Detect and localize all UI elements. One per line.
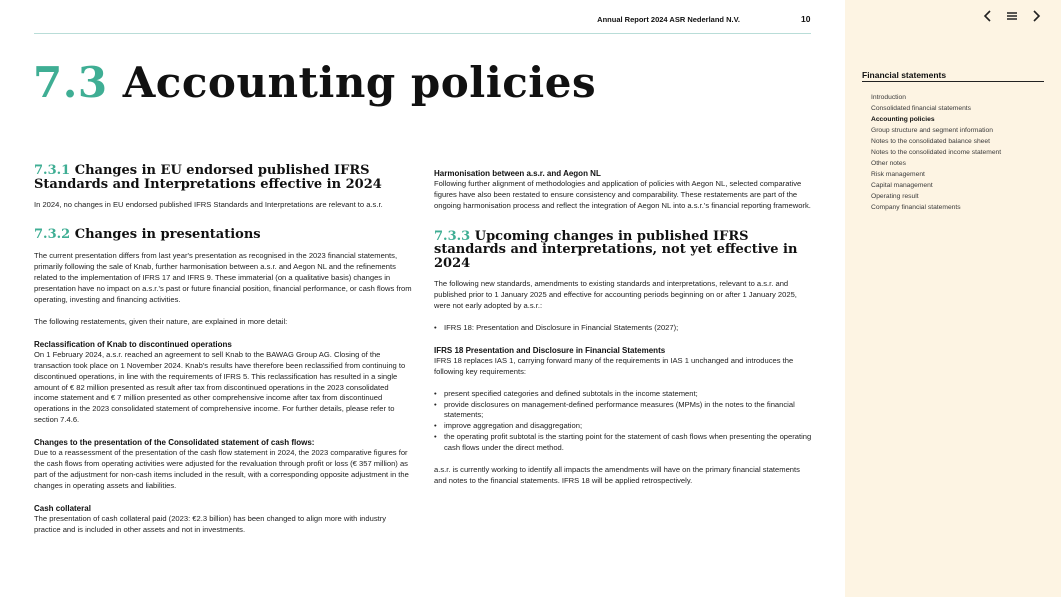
sidebar-item-notes-balance-sheet[interactable]: Notes to the consolidated balance sheet xyxy=(871,138,990,145)
paragraph: IFRS 18 replaces IAS 1, carrying forward many of the requirements in IAS 1 unchanged and introduces the following key requirements: xyxy=(434,355,794,376)
paragraph: Following further alignment of methodologies and application of policies with Aegon NL, selected comparative figures have also been restated to ensure consistency and comparability. These restatements are part of the ongoing harmonisation process and reflect the integration of Aegon NL into a.s.r.'s financial reporting framework. xyxy=(434,179,811,210)
subheading-harmonisation: Harmonisation between a.s.r. and Aegon NL xyxy=(434,169,601,178)
header-divider xyxy=(34,33,811,34)
page-navigation xyxy=(982,9,1042,25)
sidebar-item-group-structure[interactable]: Group structure and segment information xyxy=(871,127,993,134)
subheading-knab: Reclassification of Knab to discontinued operations xyxy=(34,339,232,349)
list-item: • provide disclosures on management-defined performance measures (MPMs) in the notes to the financial statements; xyxy=(434,400,812,422)
section-number: 7.3.3 xyxy=(434,228,471,244)
chapter-number: 7.3 xyxy=(33,58,108,107)
report-title: Annual Report 2024 ASR Nederland N.V. xyxy=(597,15,740,24)
sidebar-item-other-notes[interactable]: Other notes xyxy=(871,160,906,167)
section-number: 7.3.2 xyxy=(34,226,71,242)
chevron-right-icon[interactable] xyxy=(1030,9,1042,26)
list-item: • improve aggregation and disaggregation; xyxy=(434,421,812,432)
sidebar-item-risk-management[interactable]: Risk management xyxy=(871,171,925,178)
paragraph: The current presentation differs from last year's presentation as recognised in the 2023 financial statements, primarily following the sale of Knab, further harmonisation between a.s.r. and Aegon NL and the refinements related to the implementation of IFRS 17 and IFRS 9. These immaterial (on a qualitative basis) changes in presentation have no impact on a.s.r.'s past or future financial position, financial performance, or cash flows from operating, investing and financing activities. xyxy=(34,251,412,305)
sidebar-item-accounting-policies[interactable]: Accounting policies xyxy=(871,116,935,123)
paragraph: The following restatements, given their nature, are explained in more detail: xyxy=(34,316,288,326)
page-number: 10 xyxy=(801,14,811,24)
right-column xyxy=(434,168,812,487)
subheading-cash-collateral: Cash collateral xyxy=(34,503,91,513)
subheading-cash-flows: Changes to the presentation of the Consolidated statement of cash flows: xyxy=(34,438,315,448)
sidebar-menu xyxy=(871,92,1046,213)
section-number: 7.3.1 xyxy=(34,163,71,178)
list-item: • IFRS 18: Presentation and Disclosure in Financial Statements (2027); xyxy=(434,323,812,334)
paragraph: In 2024, no changes in EU endorsed published IFRS Standards and Interpretations are relevant to a.s.r. xyxy=(34,200,383,209)
chapter-title-text: Accounting policies xyxy=(122,58,597,107)
paragraph: The following new standards, amendments to existing standards and interpretations, relevant to a.s.r. and published prior to 1 January 2025 and effective for accounting periods beginning on or after 1 January 2025, were not early adopted by a.s.r.: xyxy=(434,279,797,311)
sidebar-item-consolidated-financial-statements[interactable]: Consolidated financial statements xyxy=(871,105,971,112)
sidebar-item-introduction[interactable]: Introduction xyxy=(871,94,906,101)
section-heading-7-3-1 xyxy=(34,164,412,191)
paragraph: Due to a reassessment of the presentation of the cash flow statement in 2024, the 2023 comparative figures for the cash flows from operating activities were adjusted for the revaluation through profit or loss (€ 357 million) as part of the adjustment for non-cash items included in the result, with a corresponding opposite adjustment in the changes in operating assets and liabilities. xyxy=(34,448,409,490)
requirements-list xyxy=(434,389,812,454)
paragraph: The presentation of cash collateral paid (2023: €2.3 billion) has been changed to align more with industry practice and is included in other assets and not in investments. xyxy=(34,513,387,534)
sidebar-item-company-financial-statements[interactable]: Company financial statements xyxy=(871,204,961,211)
sidebar-divider xyxy=(862,81,1044,82)
section-heading-7-3-2 xyxy=(34,228,412,242)
paragraph: a.s.r. is currently working to identify all impacts the amendments will have on the primary financial statements and notes to the financial statements. IFRS 18 will be applied retrospectively. xyxy=(434,465,800,485)
section-title: Upcoming changes in published IFRS standards and interpretations, not yet effective in 2024 xyxy=(434,228,798,271)
sidebar-item-capital-management[interactable]: Capital management xyxy=(871,182,933,189)
subheading-ifrs18: IFRS 18 Presentation and Disclosure in Financial Statements xyxy=(434,345,666,355)
sidebar-item-notes-income-statement[interactable]: Notes to the consolidated income statement xyxy=(871,149,1002,156)
section-title: Changes in EU endorsed published IFRS Standards and Interpretations effective in 2024 xyxy=(34,163,382,192)
navigation-sidebar xyxy=(845,0,1061,597)
standards-list xyxy=(434,323,812,334)
list-item: • the operating profit subtotal is the starting point for the statement of cash flows when presenting the operating cash flows under the direct method. xyxy=(434,432,812,454)
section-heading-7-3-3 xyxy=(434,230,812,271)
chapter-title xyxy=(33,58,596,107)
sidebar-title: Financial statements xyxy=(862,70,947,80)
sidebar-item-operating-result[interactable]: Operating result xyxy=(871,193,919,200)
section-title: Changes in presentations xyxy=(74,226,261,242)
list-item: • present specified categories and defined subtotals in the income statement; xyxy=(434,389,812,400)
paragraph: On 1 February 2024, a.s.r. reached an agreement to sell Knab to the BAWAG Group AG. Closing of the transaction took place on 1 November 2024. Knab's results have therefore been reclassified from continuing to discontinued operations, in line with the requirements of IFRS 5. This reclassification has resulted in a single amount of € 82 million presented as result after tax from discontinued operations in the 2023 consolidated income statement and € 7 million presented as other comprehensive income after tax from discontinued operations in the 2023 consolidated statement of comprehensive income. For further details, please refer to section 7.4.6. xyxy=(34,349,406,425)
chevron-left-icon[interactable] xyxy=(982,9,994,26)
menu-icon[interactable] xyxy=(1005,9,1019,26)
left-column xyxy=(34,164,412,536)
